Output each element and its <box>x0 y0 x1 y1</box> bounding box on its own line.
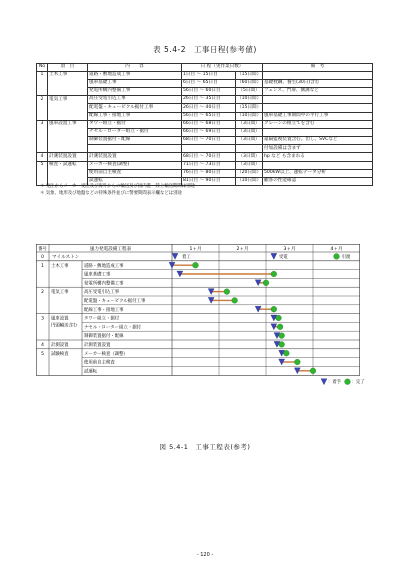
table-row <box>37 169 373 177</box>
cell-content: 発電所構内整備工事 <box>88 87 182 95</box>
row-number: 1 <box>41 263 44 269</box>
task-label: 高圧受電引込工事 <box>84 290 120 296</box>
cell-item <box>48 169 88 177</box>
row-number: 2 <box>41 290 44 296</box>
legend-end-marker <box>345 379 351 385</box>
table-row <box>37 104 373 112</box>
cell-schedule: 76日目 ～ 80日目 <box>182 169 236 177</box>
task-label: 試運転 <box>84 369 98 375</box>
milestone-power-label: 受電 <box>278 255 288 260</box>
task-end-marker <box>232 298 238 304</box>
legend-start-label: ：着手 <box>327 380 342 386</box>
cell-item <box>48 128 88 136</box>
cell-remark: 遠隔監視装置含む。但し、SVCなど <box>263 137 373 145</box>
cell-content: 配線工事・接地工事 <box>88 112 182 120</box>
cell-no: 1 <box>37 71 48 79</box>
group-item-label: 試験検査 <box>51 351 69 357</box>
cell-item <box>48 137 88 145</box>
cell-item <box>48 145 88 153</box>
group-item-label: 円頭輸送含む <box>51 323 78 329</box>
cell-item: 検査・試運転 <box>48 161 88 169</box>
cell-schedule: 68日目 ～ 70日目 <box>182 137 236 145</box>
cell-item <box>48 112 88 120</box>
cell-days: （3日間） <box>236 137 263 145</box>
cell-item: 電気工事 <box>48 96 88 104</box>
cell-remark <box>263 128 373 136</box>
cell-remark: hp など も含まれる <box>263 153 373 161</box>
cell-item: 土木工事 <box>48 71 88 79</box>
gantt-header-no: 番号 <box>38 247 47 252</box>
cell-content: 使用前自主検査 <box>88 169 182 177</box>
cell-days: （15日間） <box>236 104 263 112</box>
cell-days: （3日間） <box>236 128 263 136</box>
figure-caption: 図 5.4-1 工事工程表(参考) <box>159 443 251 451</box>
cell-remark <box>263 104 373 112</box>
cell-days: （10日間） <box>236 112 263 120</box>
group-item-label: 土木工事 <box>51 263 69 269</box>
cell-no <box>37 79 48 87</box>
milestone-start-label: 着工 <box>182 255 191 260</box>
cell-content: 配電盤・キュービクル据付工事 <box>88 104 182 112</box>
milestone-start-marker <box>172 253 178 259</box>
cell-schedule <box>182 145 236 153</box>
construction-schedule-table <box>36 63 373 186</box>
table-row <box>37 96 373 104</box>
cell-schedule: 56日目 ～ 60日目 <box>182 87 236 95</box>
milestone-power-marker <box>271 253 277 259</box>
row-number: 5 <box>41 351 44 357</box>
task-label: タワー組立・据付 <box>84 316 120 322</box>
table-row <box>37 153 373 161</box>
cell-schedule: 26日目 ～ 40日目 <box>182 104 236 112</box>
header-no: No <box>37 64 48 72</box>
task-end-marker <box>276 315 282 321</box>
table-row <box>37 71 373 79</box>
table-row <box>37 161 373 169</box>
cell-remark: クレーンの組立てを含む <box>263 120 373 128</box>
cell-content <box>88 145 182 153</box>
task-end-marker <box>193 262 199 268</box>
cell-days: （5日間） <box>236 87 263 95</box>
cell-days: （10日間） <box>236 96 263 104</box>
cell-days <box>236 145 263 153</box>
table-header-row <box>37 64 373 72</box>
task-end-marker <box>294 359 300 365</box>
cell-no <box>37 104 48 112</box>
task-label: ナセル・ローター組立・据付 <box>84 325 141 331</box>
cell-days: （15日間） <box>236 71 263 79</box>
cell-schedule: 66日目 ～ 69日目 <box>182 128 236 136</box>
table-row <box>37 112 373 120</box>
cell-content: 高圧受電引込工事 <box>88 96 182 104</box>
cell-no <box>37 169 48 177</box>
cell-content: タワー組立・据付 <box>88 120 182 128</box>
cell-no: 5 <box>37 161 48 169</box>
cell-remark <box>263 71 373 79</box>
header-item: 項 目 <box>48 64 88 72</box>
table-row <box>37 120 373 128</box>
cell-schedule: 71日目 ～ 73日目 <box>182 161 236 169</box>
task-end-marker <box>277 324 283 330</box>
cell-remark: 基礎枕鋼、養生(30日)含む <box>263 79 373 87</box>
cell-no <box>37 137 48 145</box>
cell-schedule: 66日目 ～ 68日目 <box>182 120 236 128</box>
cell-remark: 500kW以上、運転データ分析 <box>263 169 373 177</box>
cell-content: メーカー検査(調整) <box>88 161 182 169</box>
cell-item: 風車設置工事 <box>48 120 88 128</box>
legend-start-marker <box>321 379 327 385</box>
month-label: 2ヶ月 <box>236 247 249 252</box>
row-number: 3 <box>41 316 44 322</box>
cell-schedule: 1日目 ～ 15日目 <box>182 71 236 79</box>
task-end-marker <box>283 350 289 356</box>
table-row <box>37 128 373 136</box>
cell-content: 制御装置据付・配線 <box>88 137 182 145</box>
task-label: 発電所構内整備工事 <box>84 281 124 287</box>
cell-remark: フェンス、門扉、側溝など <box>263 87 373 95</box>
group-item-label: 電気工事 <box>51 290 69 296</box>
cell-days: （3日間） <box>236 153 263 161</box>
cell-item <box>48 79 88 87</box>
cell-remark <box>263 96 373 104</box>
month-label: 4ヶ月 <box>330 247 343 252</box>
task-label: 制御装置据付・配線 <box>84 334 124 340</box>
construction-gantt-chart <box>36 244 365 440</box>
header-content: 内 容 <box>88 64 182 72</box>
cell-days: （3日間） <box>236 161 263 169</box>
table-note: ＊ 気象、地形及び地盤などの特殊条件並びに警要期間表示欄などは別途 <box>40 191 182 196</box>
cell-no <box>37 128 48 136</box>
month-label: 3ヶ月 <box>283 247 296 252</box>
milestone-handover-label: 引渡 <box>341 255 351 260</box>
cell-no: 3 <box>37 120 48 128</box>
cell-content: 道路・敷地造成工事 <box>88 71 182 79</box>
task-end-marker <box>279 342 285 348</box>
legend-end-label: ：完了 <box>351 380 365 386</box>
row-number: 4 <box>41 343 44 348</box>
task-end-marker <box>279 333 285 339</box>
table-row <box>37 87 373 95</box>
cell-schedule: 56日目 ～ 65日目 <box>182 112 236 120</box>
table-row <box>37 137 373 145</box>
page-number: - 120 - <box>196 552 214 558</box>
task-label: 道路・敷地造成工事 <box>84 263 124 269</box>
cell-remark: 顧客の性能確認 <box>263 178 373 186</box>
cell-item <box>48 87 88 95</box>
cell-days: （20日間） <box>236 169 263 177</box>
task-end-marker <box>271 306 277 312</box>
table-title: 表 5.4-2 工事日程(参考値) <box>153 45 257 54</box>
header-schedule: 日 程（実作業日数） <box>182 64 263 72</box>
cell-item <box>48 104 88 112</box>
cell-remark <box>263 161 373 169</box>
cell-remark: 付加設備は含まず <box>263 145 373 153</box>
cell-no: 4 <box>37 153 48 161</box>
task-end-marker <box>224 289 230 295</box>
task-end-marker <box>310 368 316 374</box>
gantt-header-title: 風力発電設備工程表 <box>89 247 132 252</box>
milestone-label: マイルストン <box>52 255 80 260</box>
milestone-handover-marker <box>334 254 340 260</box>
cell-no <box>37 87 48 95</box>
task-label: メーカー検査（調整） <box>84 351 128 357</box>
cell-content: ナセル・ローター組立・据付 <box>88 128 182 136</box>
table-row <box>37 79 373 87</box>
header-remark: 備 考 <box>263 64 373 72</box>
month-label: 1ヶ月 <box>189 247 202 252</box>
cell-days: （60日間） <box>236 79 263 87</box>
table-row <box>37 145 373 153</box>
task-label: 配線工事・接地工事 <box>84 307 124 313</box>
cell-schedule: 68日目 ～ 70日目 <box>182 153 236 161</box>
task-label: 使用前自主検査 <box>84 360 115 366</box>
cell-remark: 風車基礎工事期間中の平行工事 <box>263 112 373 120</box>
row-number: 0 <box>41 255 44 260</box>
cell-no: 2 <box>37 96 48 104</box>
cell-content: 計測装置設置 <box>88 153 182 161</box>
task-end-marker <box>271 271 277 277</box>
cell-no <box>37 112 48 120</box>
cell-schedule: 81日目 ～ 90日目 <box>182 178 236 186</box>
task-label: 配電盤・キュービクル据付工事 <box>84 299 146 304</box>
cell-schedule: 26日目 ～ 35日目 <box>182 96 236 104</box>
cell-days: （10日間） <box>236 178 263 186</box>
group-item-label: 風車設置 <box>51 316 69 322</box>
task-label: 計測装置設置 <box>84 343 111 348</box>
cell-item: 計測装置設置 <box>48 153 88 161</box>
cell-schedule: 6日目 ～ 65日目 <box>182 79 236 87</box>
cell-content: 風車基礎工事 <box>88 79 182 87</box>
table-note: ＊ 発注からメーカー受注及び海外からの輸送及び国内港・陸上輸送期間は別途 <box>40 184 195 189</box>
group-item-label: 計測設置 <box>51 343 69 348</box>
task-end-marker <box>263 280 269 286</box>
cell-no <box>37 145 48 153</box>
cell-days: （3日間） <box>236 120 263 128</box>
task-label: 風車基礎工事 <box>84 272 111 278</box>
cell-content: 試運転 <box>88 178 182 186</box>
